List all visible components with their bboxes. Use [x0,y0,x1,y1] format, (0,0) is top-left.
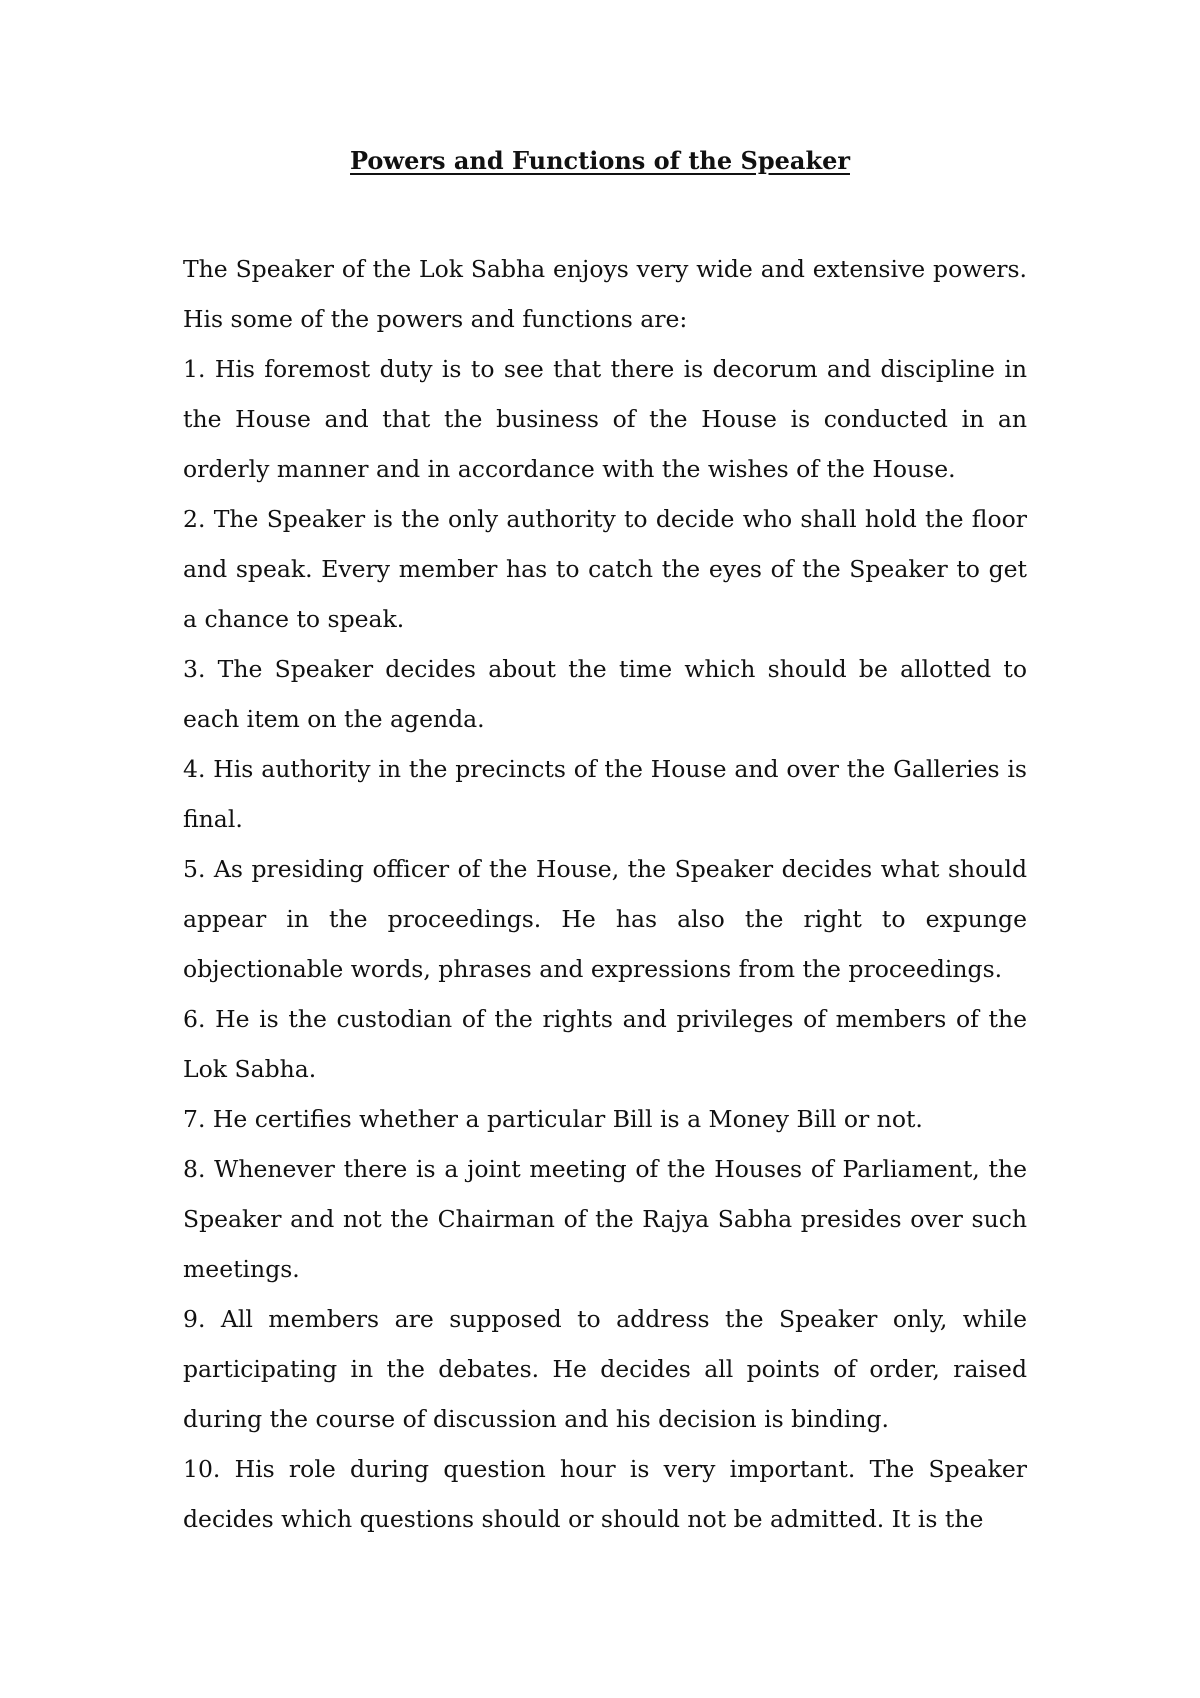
list-item: 5. As presiding officer of the House, the Speaker decides what should appear in the proceedings. He has also the right to expunge objectionable words, phrases and expressions from the proceedings. [183,855,1027,983]
list-item: 10. His role during question hour is very important. The Speaker decides which questions should or should not be admitted. It is the [183,1455,1027,1533]
list-item: 4. His authority in the precincts of the House and over the Galleries is final. [183,755,1027,833]
list-item: 9. All members are supposed to address the Speaker only, while participating in the debates. He decides all points of order, raised during the course of discussion and his decision is binding. [183,1305,1027,1433]
list-item: 8. Whenever there is a joint meeting of the Houses of Parliament, the Speaker and not the Chairman of the Rajya Sabha presides over such meetings. [183,1155,1027,1283]
list-item: 3. The Speaker decides about the time which should be allotted to each item on the agenda. [183,655,1027,733]
list-item: 6. He is the custodian of the rights and privileges of members of the Lok Sabha. [183,1005,1027,1083]
intro-paragraph: The Speaker of the Lok Sabha enjoys very wide and extensive powers. His some of the powers and functions are: [183,255,1027,333]
list-item: 2. The Speaker is the only authority to decide who shall hold the floor and speak. Every member has to catch the eyes of the Speaker to get a chance to speak. [183,505,1027,633]
list-item: 7. He certifies whether a particular Bill is a Money Bill or not. [183,1105,923,1133]
page-title: Powers and Functions of the Speaker [350,146,850,175]
document-body [183,244,1027,1544]
list-item: 1. His foremost duty is to see that there is decorum and discipline in the House and that the business of the House is conducted in an orderly manner and in accordance with the wishes of the House. [183,355,1027,483]
